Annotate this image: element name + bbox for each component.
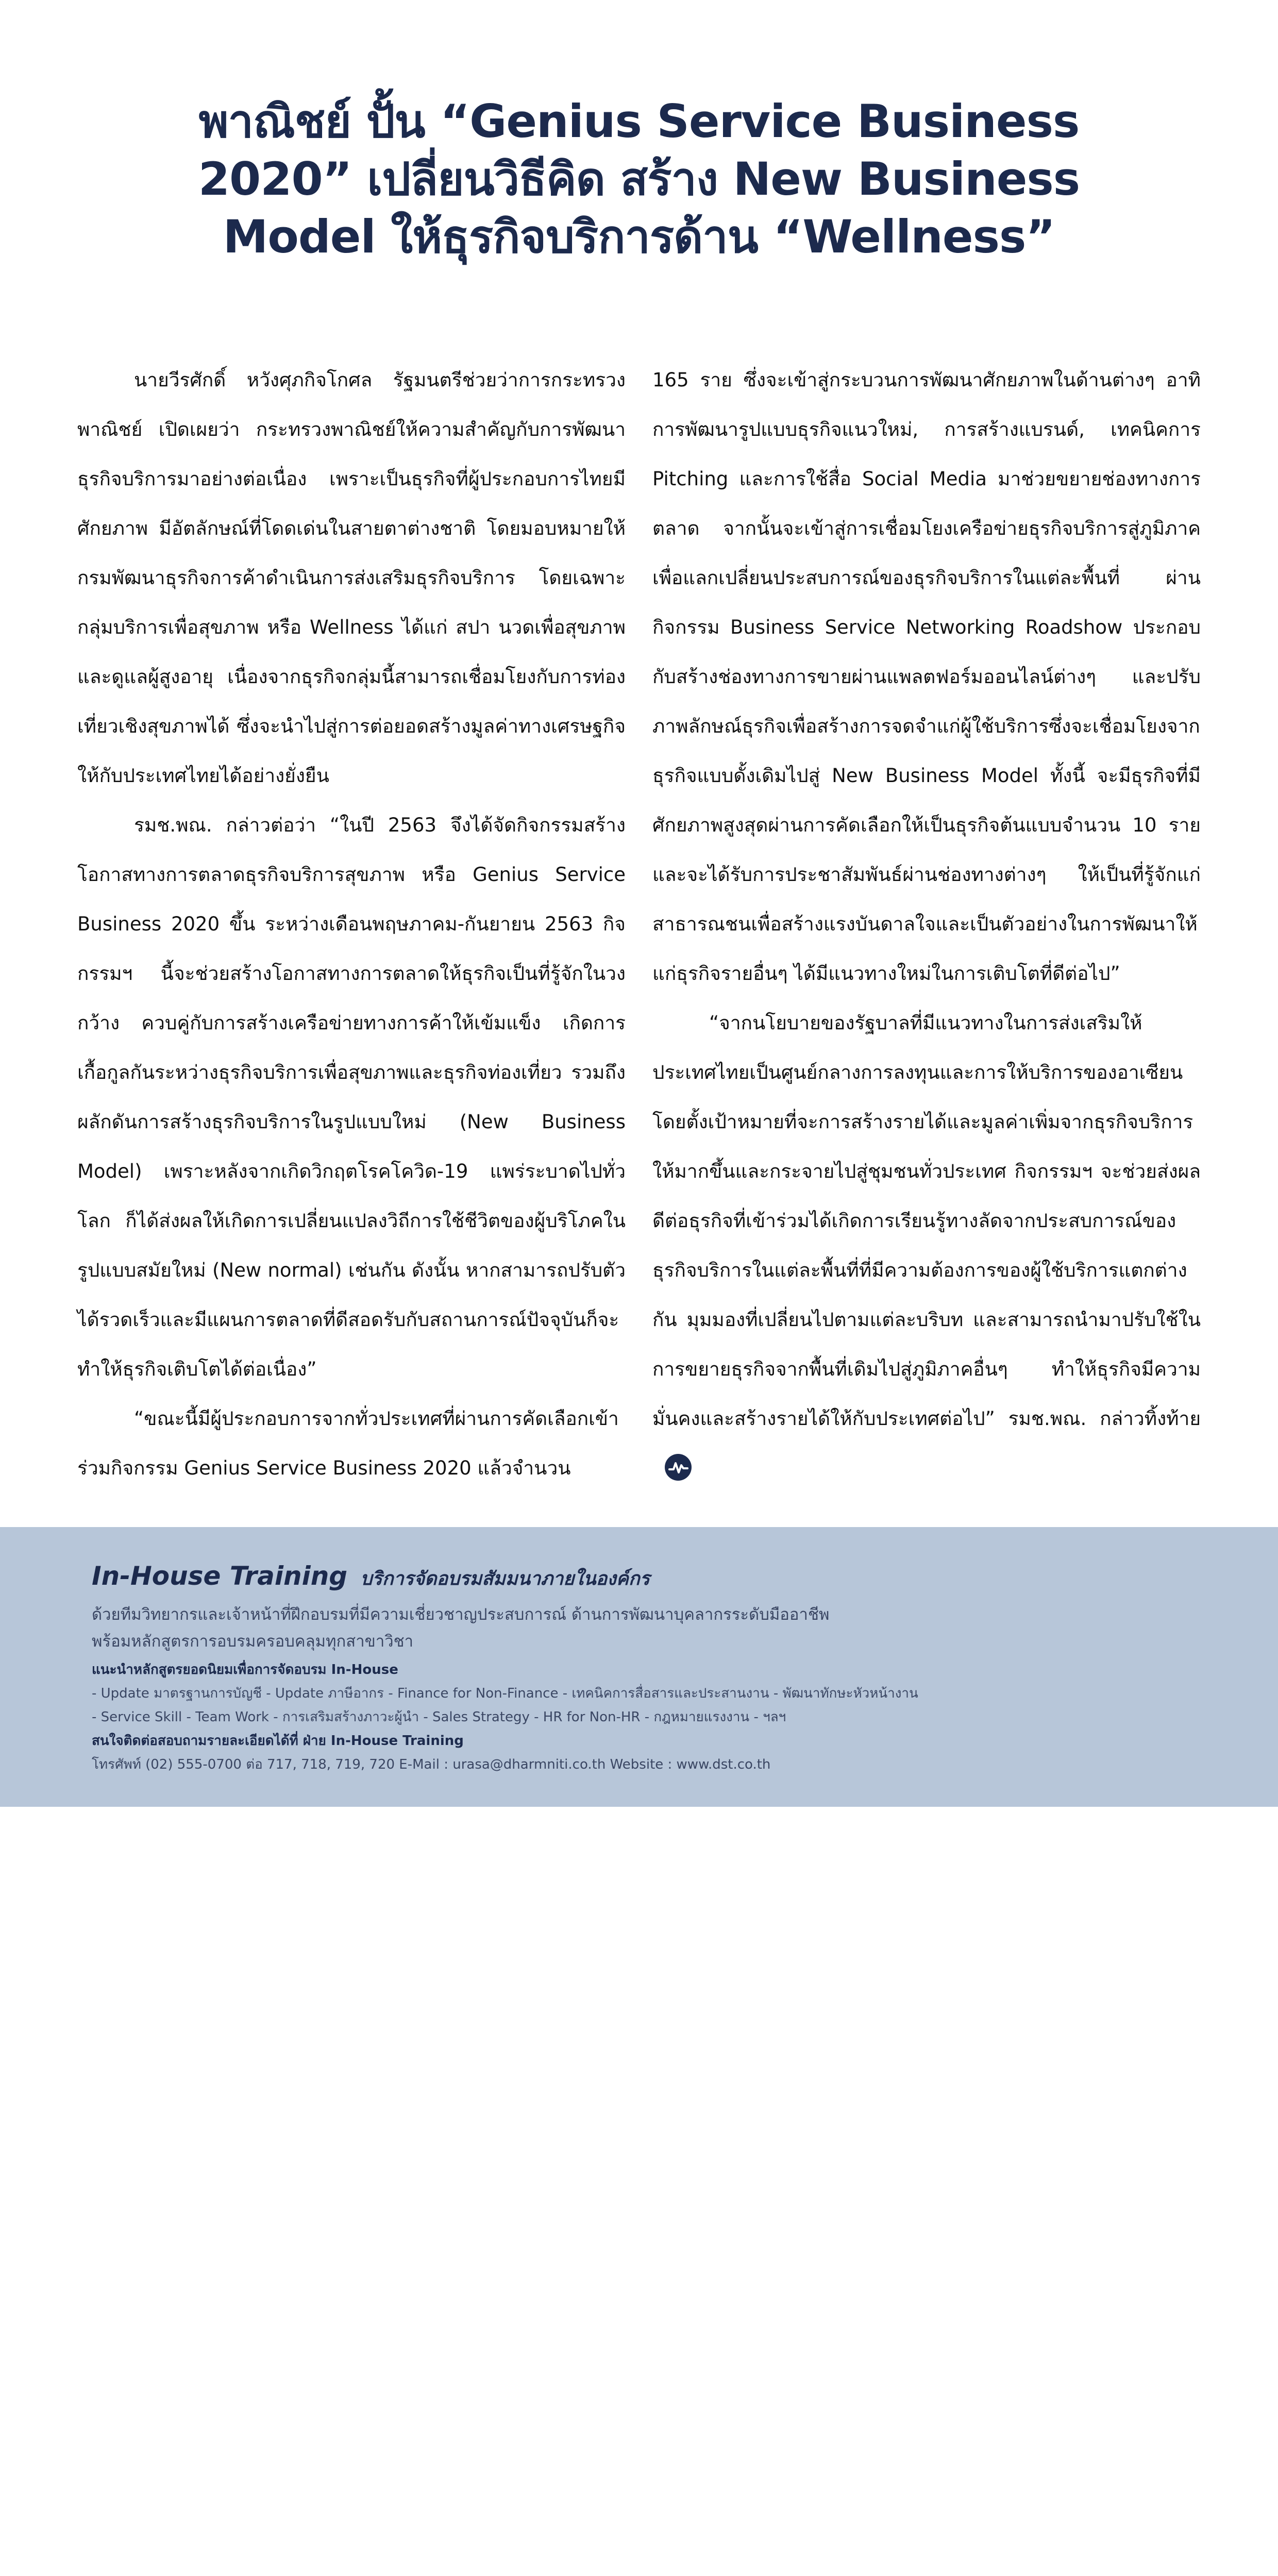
ad-courses-line-1: - Update มาตรฐานการบัญชี - Update ภาษีอากร - Finance for Non-Finance - เทคนิคการสื่อสารและประสานงาน - พัฒนาทักษะหัวหน้างาน xyxy=(92,1686,918,1701)
publication-logo-icon xyxy=(665,1454,692,1481)
ad-recommend-heading: แนะนำหลักสูตรยอดนิยมเพื่อการจัดอบรม In-House xyxy=(92,1662,398,1677)
ad-title xyxy=(92,1558,896,1597)
ad-title-main: In-House Training xyxy=(92,1561,348,1591)
paragraph-participants-start: “ขณะนี้มีผู้ประกอบการจากทั่วประเทศที่ผ่านการคัดเลือกเข้าร่วมกิจกรรม Genius Service Business 2020 แล้วจำนวน xyxy=(77,1408,619,1479)
ad-text-block xyxy=(92,1558,918,1776)
ad-contact-line: โทรศัพท์ (02) 555-0700 ต่อ 717, 718, 719, 720 E-Mail : urasa@dharmniti.co.th Website : www.dst.co.th xyxy=(92,1757,771,1772)
article-column-right xyxy=(652,355,1201,1493)
ad-description xyxy=(92,1601,896,1655)
headline-line-1: พาณิชย์ ปั้น “Genius Service Business xyxy=(198,95,1080,148)
paragraph-policy-text: “จากนโยบายของรัฐบาลที่มีแนวทางในการส่งเสริมให้ประเทศไทยเป็นศูนย์กลางการลงทุนและการให้บริการของอาเซียน โดยตั้งเป้าหมายที่จะการสร้างรายได้และมูลค่าเพิ่มจากธุรกิจบริการให้มากขึ้นและกระจายไปสู่ชุมชนทั่วประเทศ กิจกรรมฯ จะช่วยส่งผลดีต่อธุรกิจที่เข้าร่วมได้เกิดการเรียนรู้ทางลัดจากประสบการณ์ของธุรกิจบริการในแต่ละพื้นที่ที่มีความต้องการของผู้ใช้บริการแตกต่างกัน มุมมองที่เปลี่ยนไปตามแต่ละบริบท และสามารถนำมาปรับใช้ในการขยายธุรกิจจากพื้นที่เดิมไปสู่ภูมิภาคอื่นๆ ทำให้ธุรกิจมีความมั่นคงและสร้างรายได้ให้กับประเทศต่อไป” รมช.พณ. กล่าวทิ้งท้าย xyxy=(652,1012,1201,1430)
ad-courses-line-2: - Service Skill - Team Work - การเสริมสร้างภาวะผู้นำ - Sales Strategy - HR for Non-HR - กฎหมายแรงงาน - ฯลฯ xyxy=(92,1709,786,1725)
inhouse-training-ad xyxy=(0,1527,1278,1807)
paragraph-policy xyxy=(652,998,1201,1493)
paragraph-participants-continued: 165 ราย ซึ่งจะเข้าสู่กระบวนการพัฒนาศักยภาพในด้านต่างๆ อาทิ การพัฒนารูปแบบธุรกิจแนวใหม่, การสร้างแบรนด์, เทคนิคการ Pitching และการใช้สื่อ Social Media มาช่วยขยายช่องทางการตลาด จากนั้นจะเข้าสู่การเชื่อมโยงเครือข่ายธุรกิจบริการสู่ภูมิภาค เพื่อแลกเปลี่ยนประสบการณ์ของธุรกิจบริการในแต่ละพื้นที่ ผ่านกิจกรรม Business Service Networking Roadshow ประกอบกับสร้างช่องทางการขายผ่านแพลตฟอร์มออนไลน์ต่างๆ และปรับภาพลักษณ์ธุรกิจเพื่อสร้างการจดจำแก่ผู้ใช้บริการซึ่งจะเชื่อมโยงจากธุรกิจแบบดั้งเดิมไปสู่ New Business Model ทั้งนี้ จะมีธุรกิจที่มีศักยภาพสูงสุดผ่านการคัดเลือกให้เป็นธุรกิจต้นแบบจำนวน 10 ราย และจะได้รับการประชาสัมพันธ์ผ่านช่องทางต่างๆ ให้เป็นที่รู้จักแก่สาธารณชนเพื่อสร้างแรงบันดาลใจและเป็นตัวอย่างในการพัฒนาให้แก่ธุรกิจรายอื่นๆ ได้มีแนวทางใหม่ในการเติบโตที่ดีต่อไป” xyxy=(652,369,1201,985)
paragraph-quote-genius: รมช.พณ. กล่าวต่อว่า “ในปี 2563 จึงได้จัดกิจกรรมสร้างโอกาสทางการตลาดธุรกิจบริการสุขภาพ หรือ Genius Service Business 2020 ขึ้น ระหว่างเดือนพฤษภาคม-กันยายน 2563 กิจกรรมฯ นี้จะช่วยสร้างโอกาสทางการตลาดให้ธุรกิจเป็นที่รู้จักในวงกว้าง ควบคู่กับการสร้างเครือข่ายทางการค้าให้เข้มแข็ง เกิดการเกื้อกูลกันระหว่างธุรกิจบริการเพื่อสุขภาพและธุรกิจท่องเที่ยว รวมถึงผลักดันการสร้างธุรกิจบริการในรูปแบบใหม่ (New Business Model) เพราะหลังจากเกิดวิกฤตโรคโควิด-19 แพร่ระบาดไปทั่วโลก ก็ได้ส่งผลให้เกิดการเปลี่ยนแปลงวิถีการใช้ชีวิตของผู้บริโภคในรูปแบบสมัยใหม่ (New normal) เช่นกัน ดังนั้น หากสามารถปรับตัวได้รวดเร็วและมีแผนการตลาดที่ดีสอดรับกับสถานการณ์ปัจจุบันก็จะทำให้ธุรกิจเติบโตได้ต่อเนื่อง” xyxy=(77,814,626,1380)
ad-contact-heading: สนใจติดต่อสอบถามรายละเอียดได้ที่ ฝ่าย In-House Training xyxy=(92,1733,464,1749)
article-column-left xyxy=(77,355,626,1493)
headline-line-2: 2020” เปลี่ยนวิธีคิด สร้าง New Business xyxy=(198,152,1080,206)
ad-description-line-2: พร้อมหลักสูตรการอบรมครอบคลุมทุกสาขาวิชา xyxy=(92,1632,414,1651)
headline-line-3: Model ให้ธุรกิจบริการด้าน “Wellness” xyxy=(223,210,1055,263)
paragraph-intro: นายวีรศักดิ์ หวังศุภกิจโกศล รัฐมนตรีช่วยว่าการกระทรวงพาณิชย์ เปิดเผยว่า กระทรวงพาณิชย์ให้ความสำคัญกับการพัฒนาธุรกิจบริการมาอย่างต่อเนื่อง เพราะเป็นธุรกิจที่ผู้ประกอบการไทยมีศักยภาพ มีอัตลักษณ์ที่โดดเด่นในสายตาต่างชาติ โดยมอบหมายให้กรมพัฒนาธุรกิจการค้าดำเนินการส่งเสริมธุรกิจบริการ โดยเฉพาะกลุ่มบริการเพื่อสุขภาพ หรือ Wellness ได้แก่ สปา นวดเพื่อสุขภาพ และดูแลผู้สูงอายุ เนื่องจากธุรกิจกลุ่มนี้สามารถเชื่อมโยงกับการท่องเที่ยวเชิงสุขภาพได้ ซึ่งจะนำไปสู่การต่อยอดสร้างมูลค่าทางเศรษฐกิจให้กับประเทศไทยได้อย่างยั่งยืน xyxy=(77,369,626,787)
ad-description-line-1: ด้วยทีมวิทยากรและเจ้าหน้าที่ฝึกอบรมที่มีความเชี่ยวชาญประสบการณ์ ด้านการพัฒนาบุคลากรระดับมืออาชีพ xyxy=(92,1605,830,1624)
article-headline xyxy=(77,93,1201,266)
ad-title-subtitle: บริการจัดอบรมสัมมนาภายในองค์กร xyxy=(360,1568,650,1589)
